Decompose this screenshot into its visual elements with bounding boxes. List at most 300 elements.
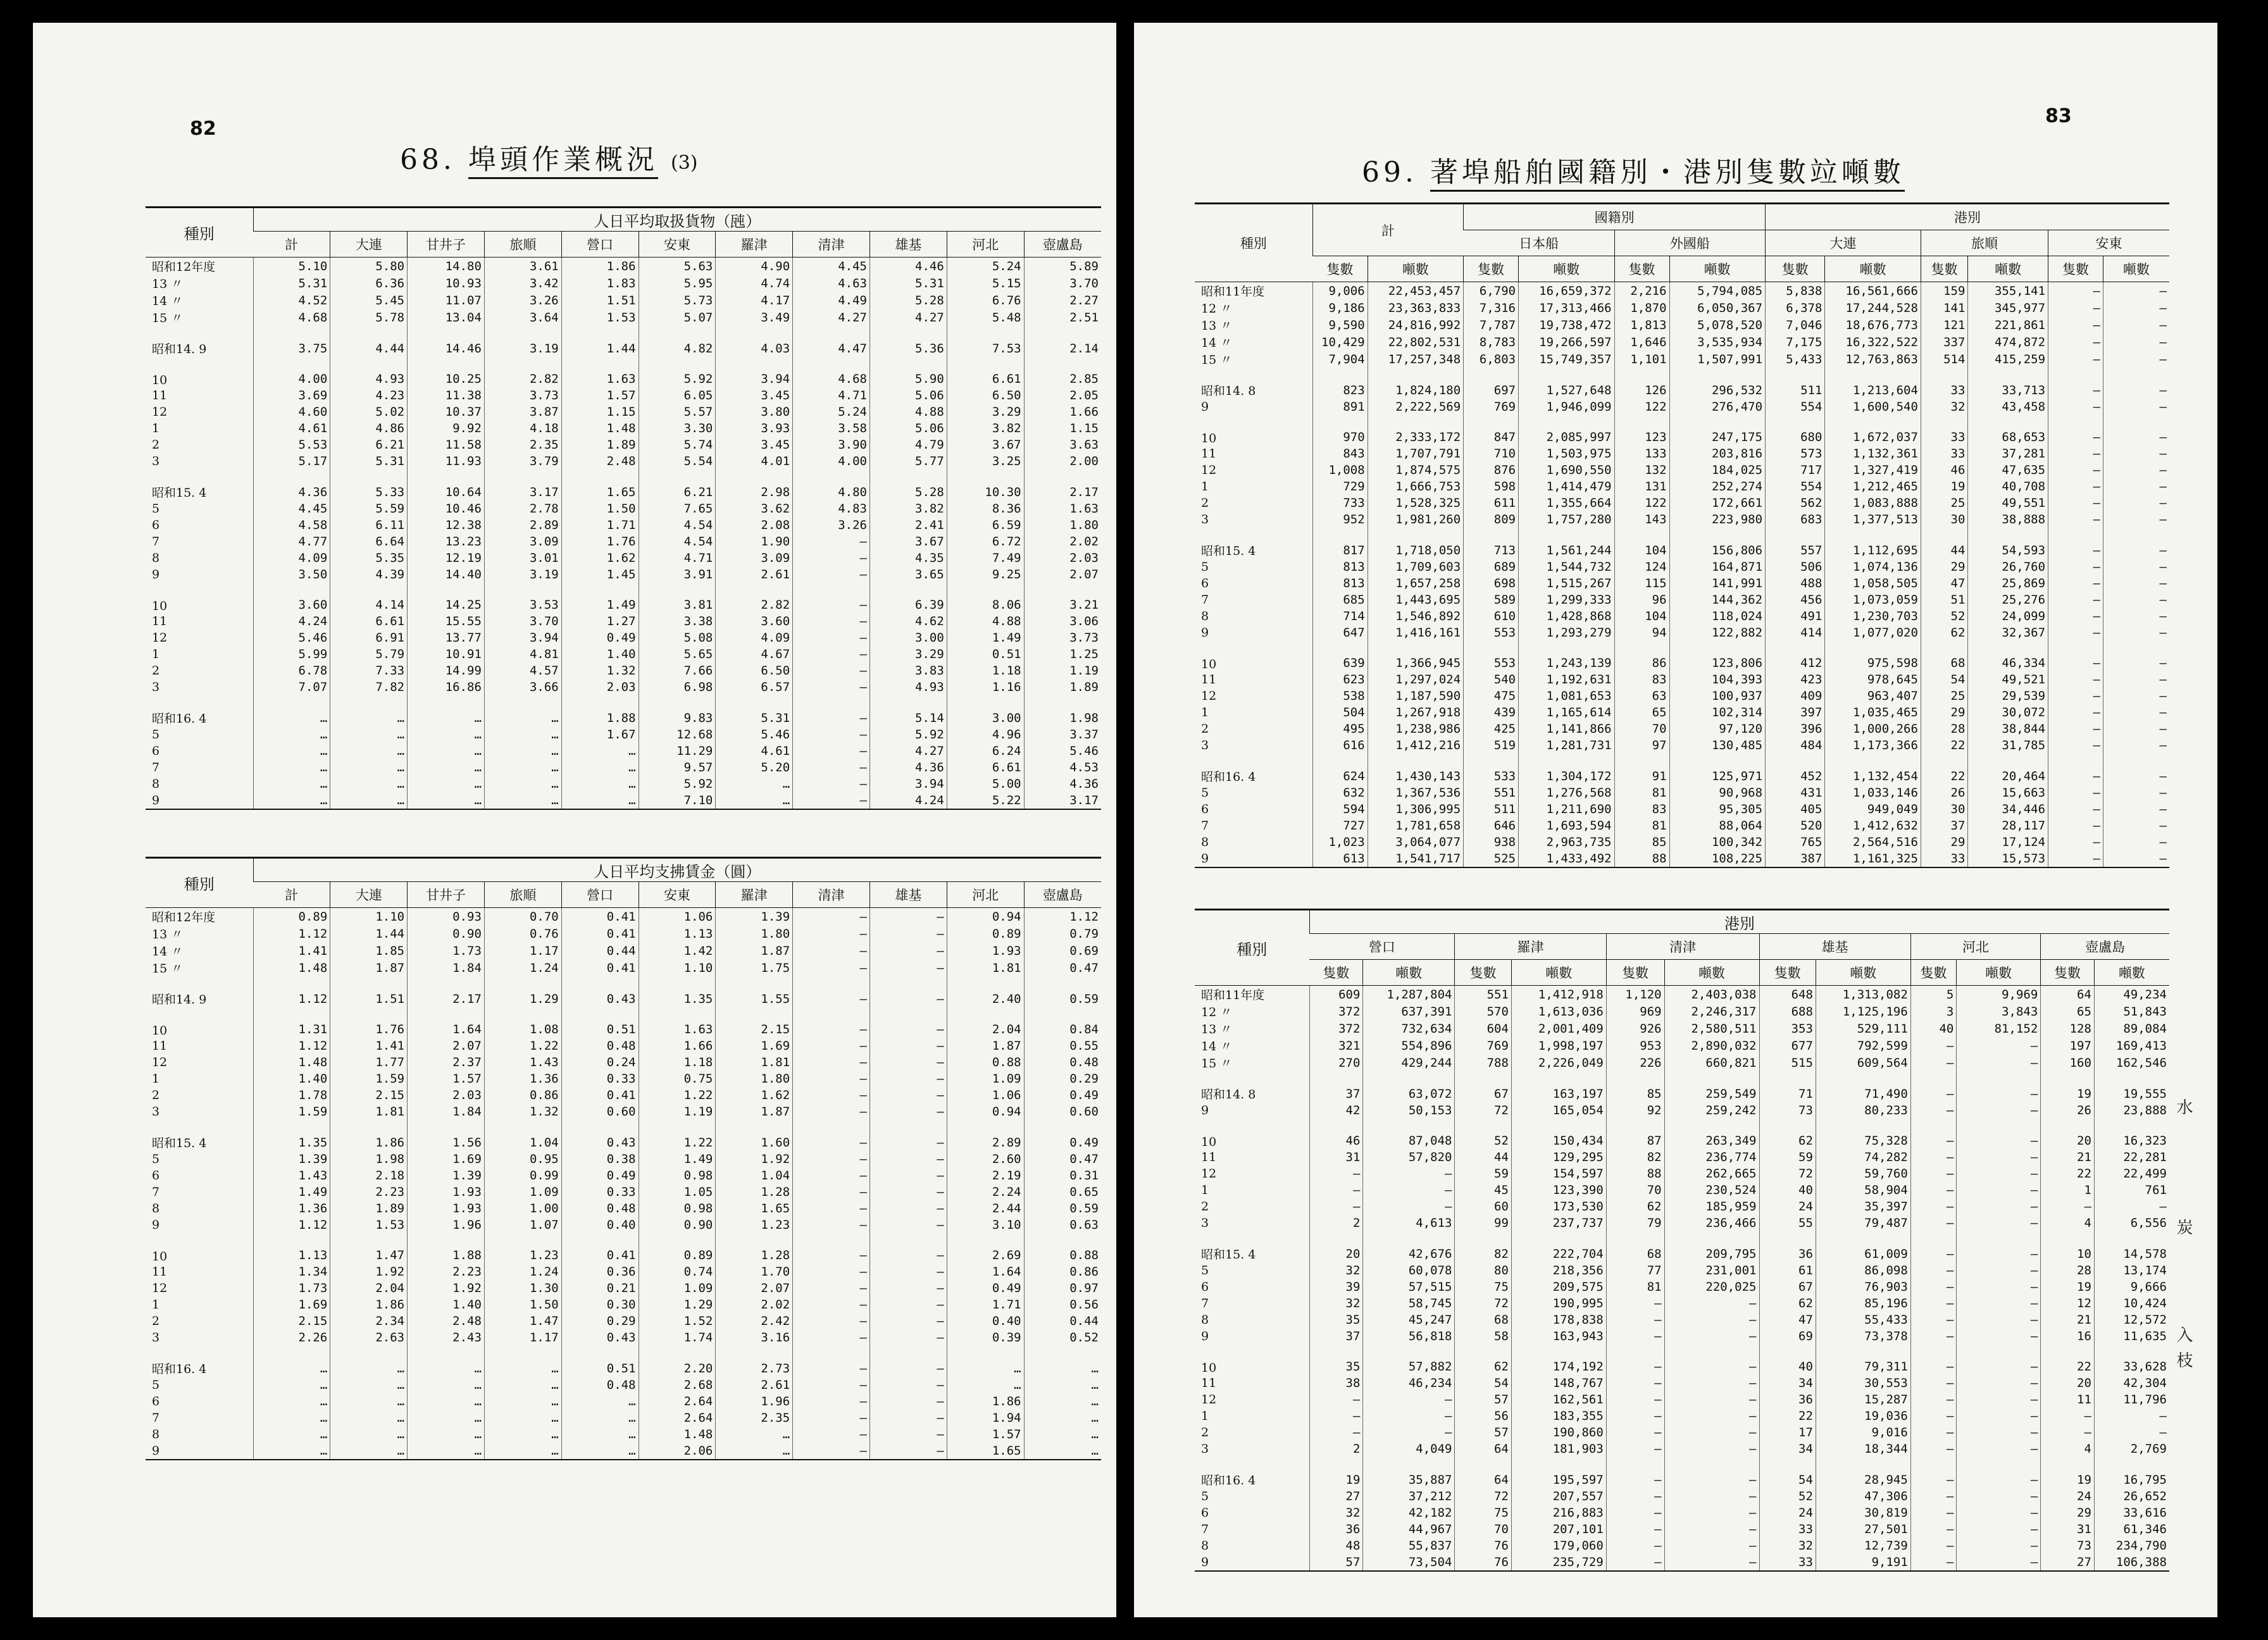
table-cell: 4.46 [870, 258, 947, 275]
table-cell: — [1910, 1037, 1957, 1054]
table-cell: 0.41 [561, 1233, 639, 1264]
table-cell: 1.70 [716, 1264, 793, 1280]
table-cell: 2.24 [947, 1184, 1024, 1200]
corner-header: 種別 [1195, 910, 1309, 986]
table-cell: 0.60 [1024, 1103, 1101, 1120]
table-cell: 1.12 [253, 1038, 330, 1054]
table-cell: — [1606, 1408, 1664, 1424]
table-row [1195, 1231, 2169, 1262]
table-row [146, 776, 1101, 792]
table-cell: 79 [1606, 1215, 1664, 1231]
table-cell: 19,555 [2094, 1071, 2169, 1102]
table-cell: 1.07 [484, 1217, 561, 1233]
table-cell: 4.09 [716, 630, 793, 646]
table-cell: 54 [1455, 1375, 1511, 1391]
row-label: 2 [1201, 722, 1209, 736]
row-label: 3 [152, 1331, 160, 1345]
table-cell: 4.24 [870, 792, 947, 809]
table-cell: 209,575 [1511, 1279, 1606, 1295]
table-cell: 1.51 [561, 292, 639, 309]
table-cell: 12,763,863 [1825, 351, 1921, 368]
table-cell: 37 [1921, 817, 1968, 834]
table-cell: 92 [1606, 1102, 1664, 1119]
table-cell: 104 [1614, 608, 1669, 624]
table-row [1195, 1391, 2169, 1408]
table-cell: 623 [1312, 671, 1368, 688]
row-label: 3 [152, 454, 160, 468]
table-cell: — [1606, 1521, 1664, 1538]
table-cell: 554 [1766, 478, 1825, 495]
table-cell: 67 [1455, 1071, 1511, 1102]
table-cell: 115 [1614, 575, 1669, 592]
table-cell: 5 [1910, 986, 1957, 1003]
table-cell: — [2048, 351, 2103, 368]
table-cell: — [870, 1296, 947, 1313]
table-cell: 26 [2041, 1102, 2095, 1119]
table-cell: — [1664, 1457, 1759, 1488]
table-cell: 29 [1921, 559, 1968, 575]
row-label: 6 [1201, 576, 1209, 590]
table-cell: 1.40 [561, 646, 639, 662]
row-label: 1 [1201, 480, 1209, 494]
table-cell: 4.09 [253, 550, 330, 566]
table-cell: 1,377,513 [1825, 511, 1921, 528]
table-row [146, 500, 1101, 517]
table-cell: — [1664, 1345, 1759, 1375]
table-cell: 73 [2041, 1538, 2095, 1554]
table-cell: 1,023 [1312, 834, 1368, 850]
table-cell: … [484, 1410, 561, 1426]
table-cell: 6.59 [947, 517, 1024, 533]
row-label: 15 〃 [152, 962, 184, 976]
table-cell: 0.47 [1024, 1151, 1101, 1167]
table-cell: 1.93 [947, 942, 1024, 959]
table-cell: — [2103, 624, 2169, 641]
table-cell: 16,659,372 [1519, 282, 1615, 300]
table-cell: 207,557 [1511, 1488, 1606, 1505]
table-cell: 37 [1309, 1328, 1363, 1345]
left-page [33, 23, 1116, 1617]
table-cell: 0.29 [1024, 1071, 1101, 1087]
table-cell: — [793, 1233, 870, 1264]
row-label: 1 [152, 1072, 160, 1086]
table-cell: 3.53 [484, 583, 561, 613]
table-cell: — [2103, 608, 2169, 624]
table-cell: 75 [1455, 1279, 1511, 1295]
table-cell: — [870, 1443, 947, 1460]
table-cell: 504 [1312, 704, 1368, 721]
table-cell: 7,175 [1766, 333, 1825, 351]
ships-by-port-table [1195, 909, 2169, 1572]
table-cell: 533 [1464, 754, 1519, 785]
table-cell: 637,391 [1363, 1003, 1455, 1020]
row-label: 11 [152, 1039, 168, 1053]
table-row [146, 1346, 1101, 1377]
title-text: 著埠船舶國籍別・港別隻數竝噸數 [1430, 156, 1905, 192]
table-cell: 1,507,991 [1669, 351, 1766, 368]
ships-by-nationality-table [1195, 202, 2169, 868]
row-label: 1 [1201, 1183, 1209, 1197]
unit-header: 噸數 [2094, 960, 2169, 986]
table-row [1195, 462, 2169, 478]
table-cell: 95,305 [1669, 801, 1766, 817]
table-cell: — [1363, 1165, 1455, 1182]
table-cell: 33,713 [1968, 368, 2048, 399]
table-cell: — [1606, 1391, 1664, 1408]
table-cell: 1,718,050 [1368, 528, 1464, 559]
unit-header: 隻數 [1606, 960, 1664, 986]
table-cell: … [561, 1410, 639, 1426]
table-cell: 22,281 [2094, 1149, 2169, 1165]
table-cell: 511 [1464, 801, 1519, 817]
table-cell: — [1606, 1538, 1664, 1554]
table-cell: — [870, 1200, 947, 1217]
table-row [146, 1054, 1101, 1071]
table-cell: — [793, 743, 870, 759]
table-row [146, 726, 1101, 743]
table-cell: 520 [1766, 817, 1825, 834]
table-cell: — [2048, 399, 2103, 415]
table-cell: … [330, 1410, 408, 1426]
table-row [146, 533, 1101, 550]
table-cell: … [947, 1377, 1024, 1393]
table-cell: 953 [1606, 1037, 1664, 1054]
table-row [146, 959, 1101, 976]
table-cell: … [484, 1393, 561, 1410]
table-cell: 19,036 [1816, 1408, 1910, 1424]
table-cell: 1.30 [484, 1280, 561, 1296]
table-row [1195, 1488, 2169, 1505]
table-cell: 61,346 [2094, 1521, 2169, 1538]
table-cell: 1,946,099 [1519, 399, 1615, 415]
table-cell: 817 [1312, 528, 1368, 559]
table-cell: 0.98 [639, 1200, 716, 1217]
table-cell: 1.12 [1024, 908, 1101, 926]
row-label: 昭和16. 4 [1201, 1474, 1256, 1488]
table-cell: 4.36 [1024, 776, 1101, 792]
table-cell: 3.42 [484, 275, 561, 292]
table-cell: — [793, 1151, 870, 1167]
table-cell: 4.71 [793, 387, 870, 404]
table-cell: 1.76 [330, 1007, 408, 1038]
table-cell: — [1664, 1328, 1759, 1345]
table-cell: 1,213,604 [1825, 368, 1921, 399]
table-row [1195, 1149, 2169, 1165]
table-cell: 2.27 [1024, 292, 1101, 309]
table-cell: 65 [2041, 1003, 2095, 1020]
table-cell: 25,276 [1968, 592, 2048, 608]
table-cell: 33,616 [2094, 1505, 2169, 1521]
table-cell: 1.28 [716, 1233, 793, 1264]
table-cell: 16,322,522 [1825, 333, 1921, 351]
table-row [1195, 1119, 2169, 1149]
table-cell: 100,937 [1669, 688, 1766, 704]
row-label: 9 [1201, 1329, 1209, 1343]
table-cell: — [1957, 1408, 2041, 1424]
table-cell: 0.31 [1024, 1167, 1101, 1184]
table-cell: 3.49 [716, 309, 793, 326]
table-cell: 345,977 [1968, 299, 2048, 316]
table-cell: 1.49 [947, 630, 1024, 646]
table-cell: — [2041, 1198, 2095, 1215]
table-cell: 1.98 [330, 1151, 408, 1167]
table-cell: 0.86 [484, 1087, 561, 1103]
table-cell: 5.31 [330, 453, 408, 469]
table-cell: 680 [1766, 415, 1825, 445]
table-cell: 133 [1614, 445, 1669, 462]
table-row [146, 566, 1101, 583]
table-cell: 1.94 [947, 1410, 1024, 1426]
table-cell: … [484, 695, 561, 726]
table-cell: 604 [1455, 1020, 1511, 1037]
table-cell: 5.02 [330, 404, 408, 420]
table-row [1195, 1345, 2169, 1375]
table-cell: 1.96 [408, 1217, 485, 1233]
row-label: 9 [152, 1218, 160, 1232]
table-cell: 14,578 [2094, 1231, 2169, 1262]
table-cell: 0.33 [561, 1184, 639, 1200]
table-cell: 184,025 [1669, 462, 1766, 478]
table-cell: 12,572 [2094, 1312, 2169, 1328]
table-cell: 100,342 [1669, 834, 1766, 850]
table-cell: 2,580,511 [1664, 1020, 1759, 1037]
table-cell: 4.68 [253, 309, 330, 326]
row-label: 昭和16. 4 [152, 1362, 207, 1376]
table-cell: … [330, 759, 408, 776]
table-cell: 1.73 [408, 942, 485, 959]
table-cell: 19 [1921, 478, 1968, 495]
table-cell: 2.82 [484, 357, 561, 387]
table-cell: — [2048, 495, 2103, 511]
table-cell: 1.98 [1024, 695, 1101, 726]
row-label: 12 [152, 1281, 168, 1295]
table-row [1195, 1071, 2169, 1102]
table-cell: 1,561,244 [1519, 528, 1615, 559]
table-cell: 4.67 [716, 646, 793, 662]
table-cell: 33 [1921, 850, 1968, 867]
table-cell: — [793, 1296, 870, 1313]
unit-header: 噸數 [1519, 256, 1615, 282]
table-cell: — [2048, 754, 2103, 785]
row-label: 14 〃 [1201, 336, 1233, 350]
table-cell: 0.49 [561, 630, 639, 646]
table-cell: — [2103, 817, 2169, 834]
table-row [1195, 1538, 2169, 1554]
table-cell: — [2103, 351, 2169, 368]
table-cell: 9,969 [1957, 986, 2041, 1003]
table-cell: — [1309, 1391, 1363, 1408]
table-cell: 557 [1766, 528, 1825, 559]
table-cell: — [1957, 1037, 2041, 1054]
table-cell: 75 [1455, 1505, 1511, 1521]
table-cell: — [1957, 1119, 2041, 1149]
table-cell: 0.49 [947, 1280, 1024, 1296]
table-row [1195, 1279, 2169, 1295]
table-cell: 4.47 [793, 326, 870, 357]
table-cell: 3.87 [484, 404, 561, 420]
table-cell: 0.29 [561, 1313, 639, 1329]
table-cell: 4.58 [253, 517, 330, 533]
table-cell: 1.89 [1024, 679, 1101, 695]
table-row [146, 1071, 1101, 1087]
table-cell: 18,676,773 [1825, 316, 1921, 333]
table-cell: 61 [1759, 1262, 1816, 1279]
table-cell: 88 [1606, 1165, 1664, 1182]
table-cell: 5.45 [330, 292, 408, 309]
table-cell: 1.93 [408, 1184, 485, 1200]
table-row [1195, 1102, 2169, 1119]
table-row [1195, 316, 2169, 333]
row-label: 昭和16. 4 [152, 712, 207, 726]
table-cell: 355,141 [1968, 282, 2048, 300]
table-cell: — [1606, 1424, 1664, 1441]
table-row [146, 1329, 1101, 1346]
table-cell: 0.43 [561, 1120, 639, 1151]
table-cell: … [408, 726, 485, 743]
table-cell: 5.24 [793, 404, 870, 420]
column-header: 大連 [330, 882, 408, 908]
table-cell: 0.74 [639, 1264, 716, 1280]
table-cell: … [253, 792, 330, 809]
table-cell: 3.66 [484, 679, 561, 695]
table-cell: 4.23 [330, 387, 408, 404]
table-cell: — [793, 1443, 870, 1460]
table-cell: 159 [1921, 282, 1968, 300]
table-cell: 18,344 [1816, 1441, 1910, 1457]
column-header-row [146, 232, 1101, 258]
table-cell: — [2103, 511, 2169, 528]
table-cell: 0.90 [408, 925, 485, 942]
table-cell: … [408, 1426, 485, 1443]
row-label: 9 [1201, 626, 1209, 640]
table-cell: 150,434 [1511, 1119, 1606, 1149]
table-cell: 15,287 [1816, 1391, 1910, 1408]
margin-note: 水 [2174, 1098, 2193, 1115]
table-cell: 90,968 [1669, 785, 1766, 801]
table-cell: … [330, 695, 408, 726]
table-cell: 1.96 [716, 1393, 793, 1410]
table-cell: 38,844 [1968, 721, 2048, 737]
table-cell: 6.61 [330, 613, 408, 630]
table-cell: 30,553 [1816, 1375, 1910, 1391]
table-cell: 616 [1312, 737, 1368, 754]
table-cell: 2.44 [947, 1200, 1024, 1217]
table-row [1195, 817, 2169, 834]
table-cell: 1,503,975 [1519, 445, 1615, 462]
table-cell: 94 [1614, 624, 1669, 641]
table-cell: 765 [1766, 834, 1825, 850]
table-cell: — [2103, 478, 2169, 495]
table-cell: 0.63 [1024, 1217, 1101, 1233]
table-cell: 1.50 [484, 1296, 561, 1313]
table-cell: 1,297,024 [1368, 671, 1464, 688]
table-cell: — [1664, 1375, 1759, 1391]
row-label: 10 [1201, 432, 1217, 445]
table-cell: 1,813 [1614, 316, 1669, 333]
table-cell: 1.44 [330, 925, 408, 942]
table-cell: 1,293,279 [1519, 624, 1615, 641]
table-cell: 1,874,575 [1368, 462, 1464, 478]
table-cell: 3.82 [947, 420, 1024, 437]
table-cell: 1,313,082 [1816, 986, 1910, 1003]
table-cell: — [1910, 1215, 1957, 1231]
table-cell: 1.48 [639, 1426, 716, 1443]
table-cell: 1.49 [253, 1184, 330, 1200]
table-row [146, 1007, 1101, 1038]
table-cell: 35 [1309, 1312, 1363, 1328]
table-cell: 969 [1606, 1003, 1664, 1020]
port-header: 清津 [1606, 934, 1759, 960]
table-cell: 77 [1606, 1262, 1664, 1279]
table-cell: 1.27 [561, 613, 639, 630]
table-row [146, 357, 1101, 387]
table-cell: 14.99 [408, 662, 485, 679]
table-cell: 1.69 [716, 1038, 793, 1054]
table-cell: 0.75 [639, 1071, 716, 1087]
row-label: 7 [1201, 1522, 1209, 1536]
table-cell: 4.49 [793, 292, 870, 309]
table-cell: 2.04 [947, 1007, 1024, 1038]
row-label: 12 [152, 631, 168, 645]
table-cell: 29 [1921, 704, 1968, 721]
table-cell: 0.24 [561, 1054, 639, 1071]
table-cell: 0.40 [561, 1217, 639, 1233]
row-label: 7 [1201, 593, 1209, 607]
row-label: 3 [1201, 512, 1209, 526]
table-cell: 0.59 [1024, 1200, 1101, 1217]
table-cell: 963,407 [1825, 688, 1921, 704]
table-cell: 1.62 [561, 550, 639, 566]
table-cell: 46 [1309, 1119, 1363, 1149]
table-cell: 5.36 [870, 326, 947, 357]
table-cell: 27,501 [1816, 1521, 1910, 1538]
table-cell: 5.31 [253, 275, 330, 292]
table-cell: 1.62 [716, 1087, 793, 1103]
table-cell: 1,132,361 [1825, 445, 1921, 462]
table-row [146, 1038, 1101, 1054]
table-cell: 22,453,457 [1368, 282, 1464, 300]
table-cell: 26,652 [2094, 1488, 2169, 1505]
subgroup-header: 日本船 [1464, 230, 1614, 256]
column-header: 河北 [947, 232, 1024, 258]
table-cell: 10.64 [408, 469, 485, 500]
corner-header: 種別 [146, 208, 253, 258]
table-cell: 4.35 [870, 550, 947, 566]
row-label: 10 [1201, 1361, 1217, 1375]
table-cell: 415,259 [1968, 351, 2048, 368]
table-cell: 1.04 [716, 1167, 793, 1184]
table-cell: 27 [2041, 1554, 2095, 1571]
table-cell: 1.23 [484, 1233, 561, 1264]
table-cell: 610 [1464, 608, 1519, 624]
table-cell: 788 [1455, 1054, 1511, 1071]
table-cell: 2 [1309, 1215, 1363, 1231]
table-cell: 1.09 [639, 1280, 716, 1296]
table-cell: 3.81 [639, 583, 716, 613]
table-cell: 276,470 [1669, 399, 1766, 415]
table-cell: 926 [1606, 1020, 1664, 1037]
table-cell: — [2048, 608, 2103, 624]
table-cell: … [253, 1377, 330, 1393]
table-cell: 813 [1312, 559, 1368, 575]
table-cell: 26,760 [1968, 559, 2048, 575]
table-cell: 16,323 [2094, 1119, 2169, 1149]
table-cell: 9,666 [2094, 1279, 2169, 1295]
table-cell: 6.24 [947, 743, 1024, 759]
table-cell: 12 [2041, 1295, 2095, 1312]
table-row [146, 1410, 1101, 1426]
table-cell: 1,666,753 [1368, 478, 1464, 495]
